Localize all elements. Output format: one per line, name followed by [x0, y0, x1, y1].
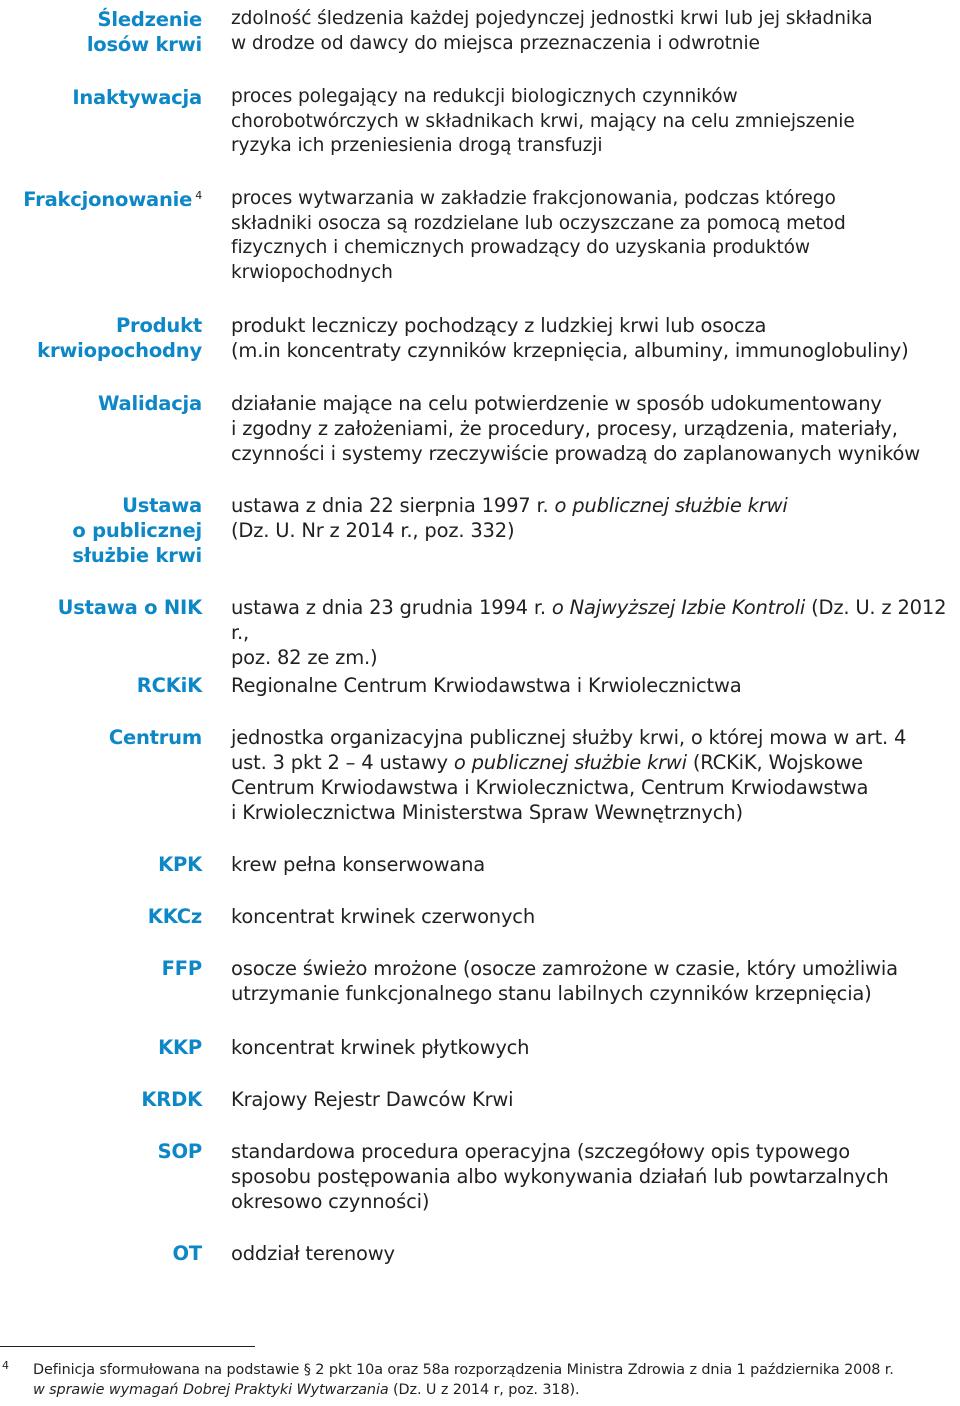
glossary-definition [231, 1087, 951, 1112]
glossary-term [2, 7, 202, 57]
text-run: krew pełna konserwowana [231, 853, 485, 876]
text-run: ustawa z dnia 22 sierpnia 1997 r. [231, 494, 555, 517]
italic-text: o publicznej służbie krwi [554, 494, 788, 517]
glossary-term [2, 852, 202, 877]
term-line: o publicznej [72, 519, 202, 542]
text-run: ust. 3 pkt 2 – 4 ustawy [231, 751, 454, 774]
glossary-definition [231, 673, 951, 698]
text-run: fizycznych i chemicznych prowadzący do uzyskania produktów [231, 237, 811, 258]
glossary-definition [231, 852, 951, 877]
text-run: Definicja sformułowana na podstawie § 2 pkt 10a oraz 58a rozporządzenia Ministra Zdrowia z dnia 1 października 2008 r. [33, 1362, 894, 1378]
text-run: produkt leczniczy pochodzący z ludzkiej krwi lub osocza [231, 314, 767, 337]
term-line: krwiopochodny [37, 339, 202, 362]
term-line: OT [172, 1242, 202, 1265]
glossary-definition [231, 1035, 951, 1060]
text-run: standardowa procedura operacyjna (szczegółowy opis typowego [231, 1140, 850, 1163]
text-run: (RCKiK, Wojskowe [686, 751, 863, 774]
term-line: Produkt [115, 314, 202, 337]
glossary-term [2, 1139, 202, 1164]
text-run: krwiopochodnych [231, 261, 393, 283]
term-line: FFP [161, 957, 202, 980]
glossary-term [2, 595, 202, 620]
text-run: poz. 82 ze zm.) [231, 646, 378, 669]
italic-text: w sprawie wymagań Dobrej Praktyki Wytwarzania [33, 1382, 389, 1398]
glossary-definition [231, 595, 951, 670]
glossary-term [2, 904, 202, 929]
glossary-definition [231, 904, 951, 929]
term-line: SOP [157, 1140, 202, 1163]
glossary-definition [231, 85, 951, 159]
glossary-definition [231, 7, 951, 56]
italic-text: o publicznej służbie krwi [453, 751, 687, 774]
text-run: i zgodny z założeniami, że procedury, procesy, urządzenia, materiały, [231, 417, 898, 440]
glossary-term [2, 1035, 202, 1060]
text-run: składniki osocza są rozdzielane lub oczyszczane za pomocą metod [231, 212, 846, 234]
glossary-term [2, 1087, 202, 1112]
footnote-ref: 4 [195, 188, 202, 202]
term-line: losów krwi [86, 33, 202, 56]
term-line: Frakcjonowanie [23, 188, 193, 211]
glossary-definition [231, 493, 951, 543]
glossary-term [2, 493, 202, 568]
term-line: służbie krwi [72, 544, 202, 567]
text-run: okresowo czynności) [231, 1190, 430, 1213]
glossary-definition [231, 725, 951, 825]
text-run: koncentrat krwinek płytkowych [231, 1036, 530, 1059]
text-run: jednostka organizacyjna publicznej służby krwi, o której mowa w art. 4 [231, 726, 907, 749]
glossary-term [2, 85, 202, 110]
text-run: zdolność śledzenia każdej pojedynczej jednostki krwi lub jej składnika [231, 8, 873, 29]
term-line: KKCz [147, 905, 202, 928]
text-run: w drodze od dawcy do miejsca przeznaczenia i odwrotnie [231, 32, 760, 54]
term-line: KKP [158, 1036, 202, 1059]
term-line: Centrum [108, 726, 202, 749]
text-run: koncentrat krwinek czerwonych [231, 905, 535, 928]
text-run: i Krwiolecznictwa Ministerstwa Spraw Wewnętrznych) [231, 801, 743, 824]
glossary-term [2, 313, 202, 363]
text-run: Centrum Krwiodawstwa i Krwiolecznictwa, Centrum Krwiodawstwa [231, 776, 869, 799]
text-run: (Dz. U z 2014 r, poz. 318). [388, 1382, 580, 1398]
text-run: działanie mające na celu potwierdzenie w sposób udokumentowany [231, 392, 882, 415]
text-run: Regionalne Centrum Krwiodawstwa i Krwiolecznictwa [231, 674, 742, 697]
glossary-definition [231, 391, 951, 466]
term-line: Śledzenie [97, 8, 202, 31]
text-run: proces polegający na redukcji biologicznych czynników [231, 86, 738, 107]
glossary-definition [231, 956, 951, 1006]
text-run: (Dz. U. Nr z 2014 r., poz. 332) [231, 519, 515, 542]
glossary-term [2, 956, 202, 981]
text-run: (m.in koncentraty czynników krzepnięcia, albuminy, immunoglobuliny) [231, 339, 909, 362]
text-run: utrzymanie funkcjonalnego stanu labilnych czynników krzepnięcia) [231, 982, 872, 1005]
text-run: osocze świeżo mrożone (osocze zamrożone w czasie, który umożliwia [231, 957, 898, 980]
glossary-definition [231, 187, 951, 285]
text-run: czynności i systemy rzeczywiście prowadzą do zaplanowanych wyników [231, 442, 921, 465]
glossary-term [2, 1241, 202, 1266]
glossary-definition [231, 1241, 951, 1266]
text-run: oddział terenowy [231, 1242, 395, 1265]
footnote-mark: 4 [2, 1359, 9, 1372]
term-line: Walidacja [97, 392, 202, 415]
text-run: sposobu postępowania albo wykonywania działań lub powtarzalnych [231, 1165, 889, 1188]
text-run: Krajowy Rejestr Dawców Krwi [231, 1088, 514, 1111]
footnote-rule [0, 1346, 255, 1347]
text-run: ustawa z dnia 23 grudnia 1994 r. [231, 596, 552, 619]
glossary-term [2, 391, 202, 416]
term-line: Ustawa o NIK [57, 596, 202, 619]
term-line: Ustawa [122, 494, 202, 517]
term-line: KPK [158, 853, 202, 876]
glossary-term [2, 725, 202, 750]
glossary-term [2, 187, 202, 212]
term-line: KRDK [141, 1088, 202, 1111]
term-line: RCKiK [136, 674, 202, 697]
text-run: proces wytwarzania w zakładzie frakcjonowania, podczas którego [231, 188, 836, 209]
footnote-text [33, 1360, 958, 1400]
text-run: chorobotwórczych w składnikach krwi, mający na celu zmniejszenie [231, 110, 855, 132]
glossary-term [2, 673, 202, 698]
term-line: Inaktywacja [72, 86, 202, 109]
glossary-definition [231, 313, 951, 363]
italic-text: o Najwyższej Izbie Kontroli [551, 596, 806, 619]
text-run: ryzyka ich przeniesienia drogą transfuzji [231, 135, 603, 156]
glossary-definition [231, 1139, 951, 1214]
text-run: (Dz. U. z 2012 r., [231, 596, 947, 644]
